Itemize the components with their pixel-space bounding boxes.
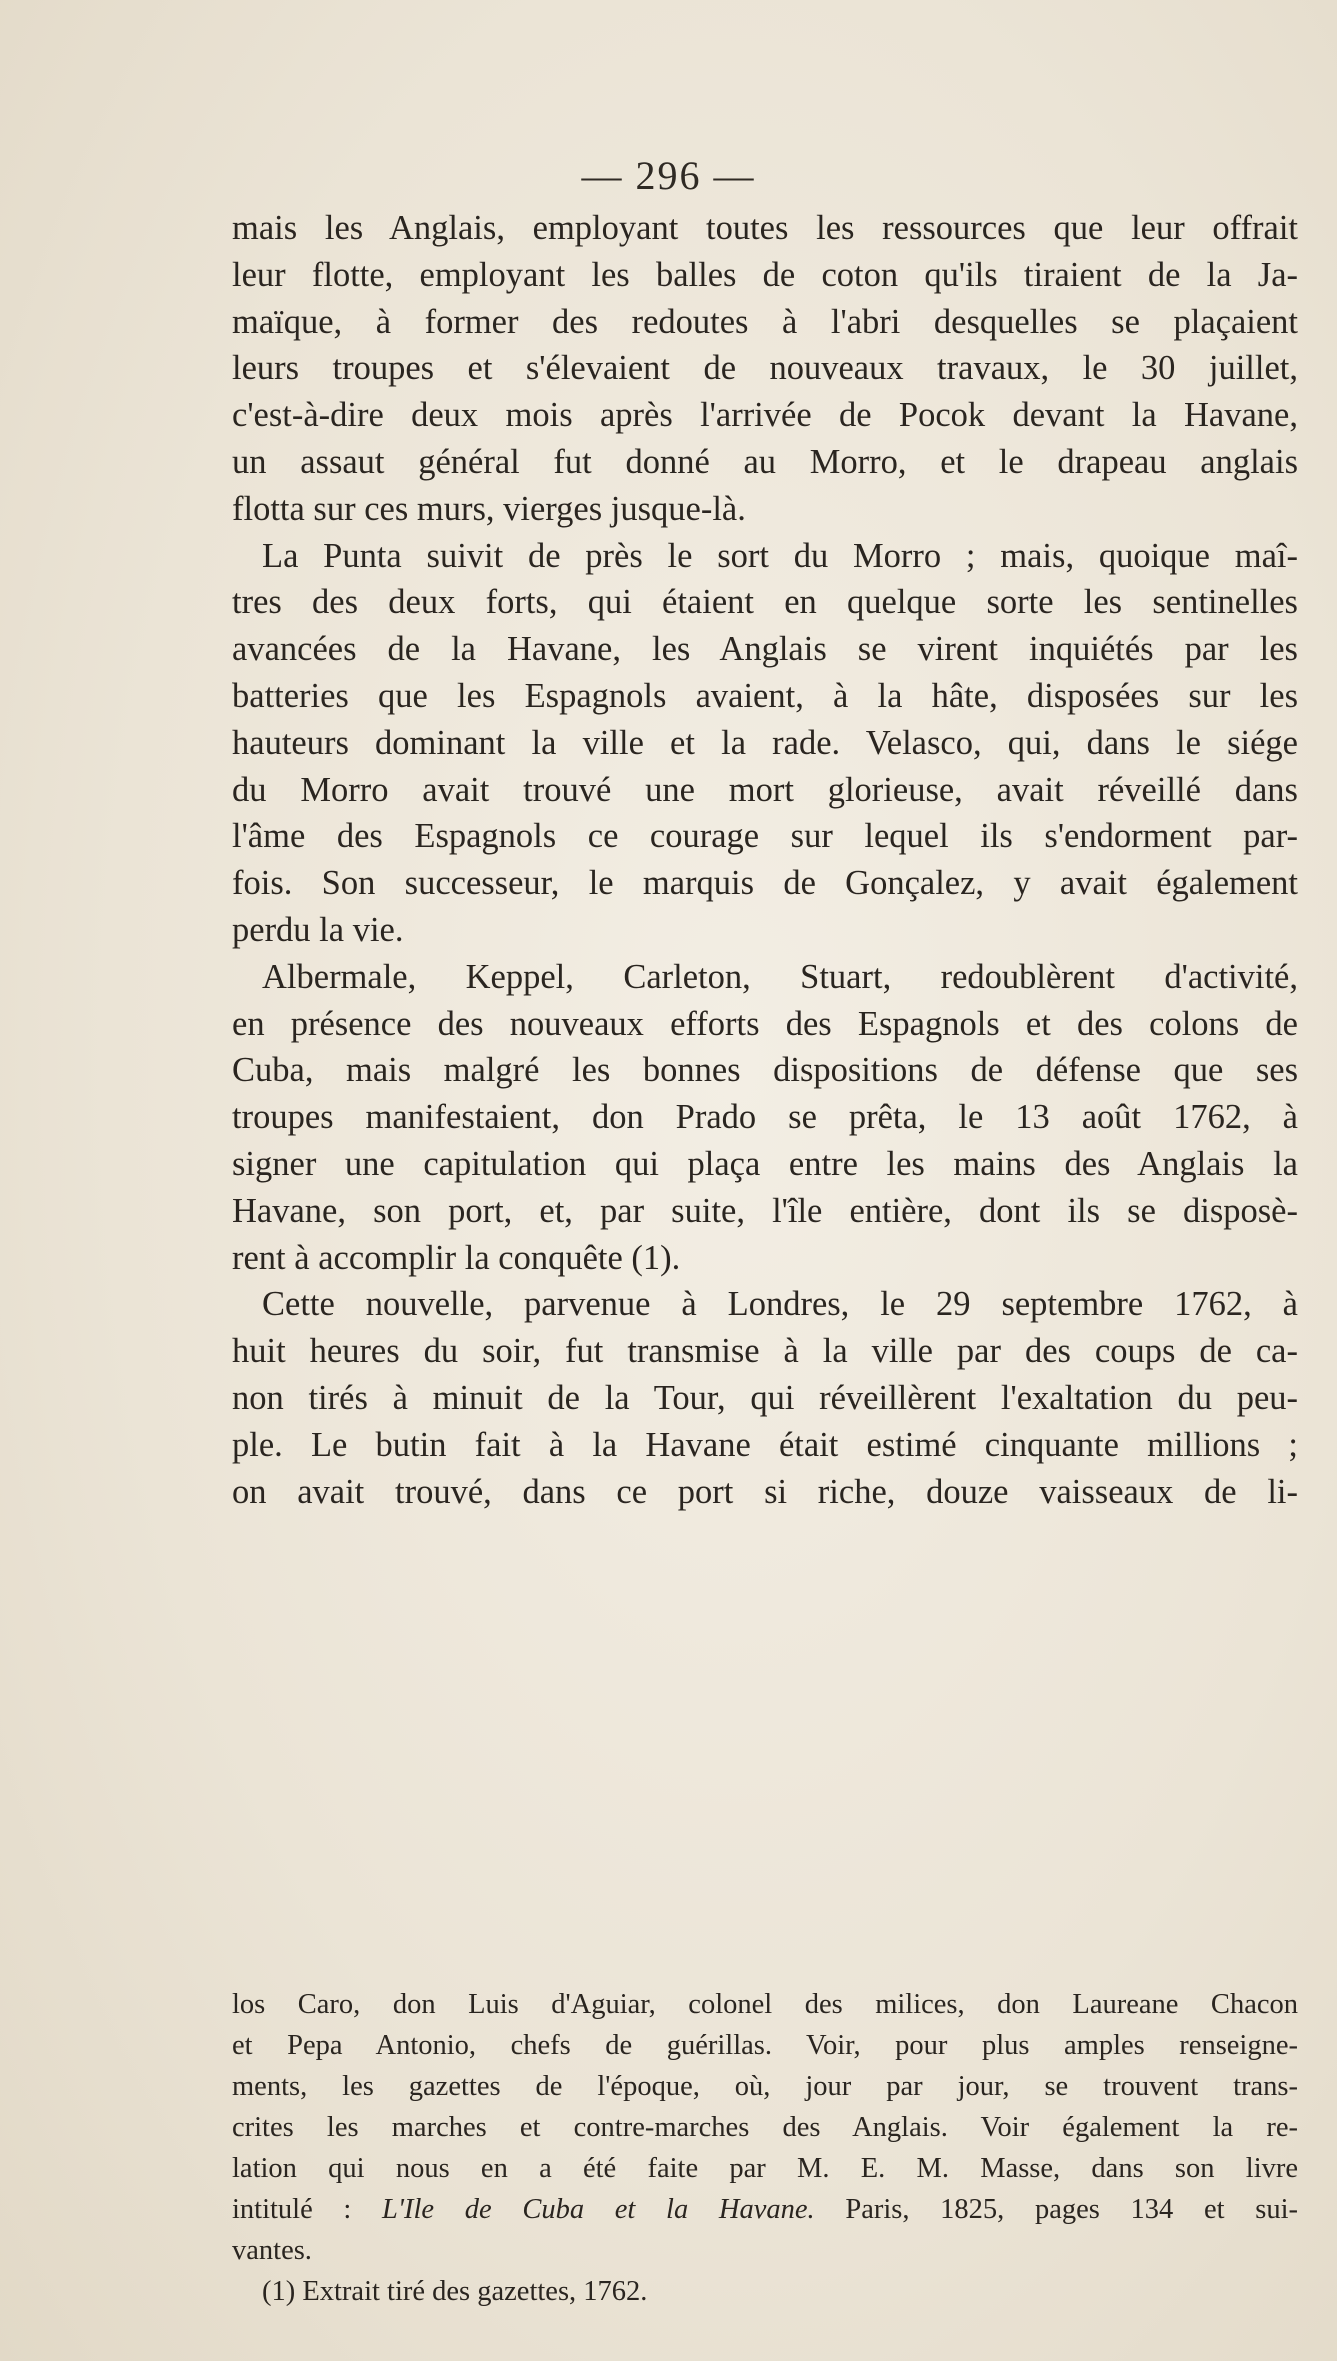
text-line: avancées de la Havane, les Anglais se virent inquiétés par les xyxy=(232,630,1298,669)
text-line: tres des deux forts, qui étaient en quelque sorte les sentinelles xyxy=(232,583,1298,622)
paragraph-1 xyxy=(232,205,1298,533)
text-line: mais les Anglais, employant toutes les ressources que leur offrait xyxy=(232,209,1298,247)
text-line: Albermale, Keppel, Carleton, Stuart, redoublèrent d'activité, xyxy=(262,957,1298,996)
text-line: ple. Le butin fait à la Havane était estimé cinquante millions ; xyxy=(232,1425,1298,1464)
text-line: Cuba, mais malgré les bonnes dispositions de défense que ses xyxy=(232,1051,1298,1090)
text-line: perdu la vie. xyxy=(232,910,404,949)
footnote-line: lation qui nous en a été faite par M. E. M. Masse, dans son livre xyxy=(232,2153,1298,2184)
text-line: rent à accomplir la conquête (1). xyxy=(232,1238,681,1277)
page-number: — 296 — xyxy=(581,153,756,198)
footnote-text: Paris, 1825, pages 134 et sui- xyxy=(814,2194,1298,2225)
footnote-line: vantes. xyxy=(232,2235,312,2266)
text-line: on avait trouvé, dans ce port si riche, douze vaisseaux de li- xyxy=(232,1472,1298,1511)
cited-book-title: L'Ile de Cuba et la Havane. xyxy=(382,2194,815,2225)
text-line: flotta sur ces murs, vierges jusque-là. xyxy=(232,489,746,528)
text-line: huit heures du soir, fut transmise à la ville par des coups de ca- xyxy=(232,1332,1298,1371)
text-line: leurs troupes et s'élevaient de nouveaux travaux, le 30 juillet, xyxy=(232,349,1298,388)
text-line: leur flotte, employant les balles de coton qu'ils tiraient de la Ja- xyxy=(232,255,1298,294)
footnote-1: (1) Extrait tiré des gazettes, 1762. xyxy=(262,2276,648,2307)
footnote-line: ments, les gazettes de l'époque, où, jour par jour, se trouvent trans- xyxy=(232,2071,1298,2102)
footnotes xyxy=(232,1984,1298,2312)
text-line: La Punta suivit de près le sort du Morro ; mais, quoique maî- xyxy=(262,536,1298,575)
text-line: Havane, son port, et, par suite, l'île entière, dont ils se disposè- xyxy=(232,1191,1298,1230)
text-line: maïque, à former des redoutes à l'abri desquelles se plaçaient xyxy=(232,302,1298,341)
paragraph-2 xyxy=(232,533,1298,954)
text-line: Cette nouvelle, parvenue à Londres, le 29 septembre 1762, à xyxy=(262,1285,1298,1324)
footnote-line: crites les marches et contre-marches des Anglais. Voir également la re- xyxy=(232,2112,1298,2143)
text-line: non tirés à minuit de la Tour, qui réveillèrent l'exaltation du peu- xyxy=(232,1378,1298,1417)
text-line: l'âme des Espagnols ce courage sur lequel ils s'endorment par- xyxy=(232,817,1298,856)
paragraph-4 xyxy=(232,1281,1298,1515)
text-line: du Morro avait trouvé une mort glorieuse, avait réveillé dans xyxy=(232,770,1298,809)
text-line: fois. Son successeur, le marquis de Gonçalez, y avait également xyxy=(232,864,1298,903)
text-line: c'est-à-dire deux mois après l'arrivée de Pocok devant la Havane, xyxy=(232,396,1298,435)
text-line: en présence des nouveaux efforts des Espagnols et des colons de xyxy=(232,1004,1298,1043)
text-line: un assaut général fut donné au Morro, et le drapeau anglais xyxy=(232,442,1298,481)
text-line: hauteurs dominant la ville et la rade. Velasco, qui, dans le siége xyxy=(232,723,1298,762)
footnote-text: intitulé : xyxy=(232,2194,383,2225)
footnote-line: los Caro, don Luis d'Aguiar, colonel des milices, don Laureane Chacon xyxy=(232,1989,1298,2020)
text-line: signer une capitulation qui plaça entre les mains des Anglais la xyxy=(232,1144,1298,1183)
paragraph-3 xyxy=(232,954,1298,1282)
footnote-line-with-title xyxy=(232,2189,1298,2230)
text-line: troupes manifestaient, don Prado se prêta, le 13 août 1762, à xyxy=(232,1098,1298,1137)
main-text xyxy=(232,205,1298,1515)
footnote-line: et Pepa Antonio, chefs de guérillas. Voir, pour plus amples renseigne- xyxy=(232,2030,1298,2061)
text-line: batteries que les Espagnols avaient, à la hâte, disposées sur les xyxy=(232,676,1298,715)
